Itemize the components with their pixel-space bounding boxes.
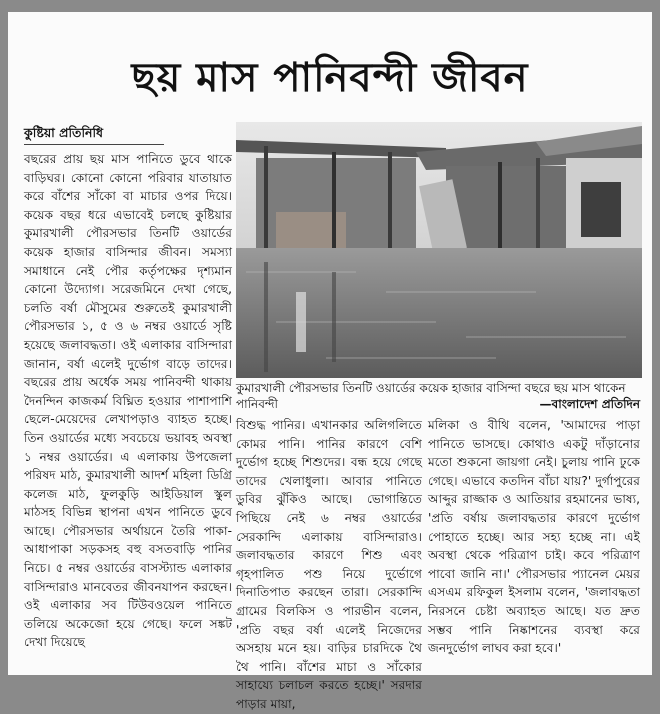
flood-photo-image xyxy=(236,122,642,378)
article-column-2 xyxy=(236,416,422,711)
photo-credit: —বাংলাদেশ প্রতিদিন xyxy=(539,397,640,411)
article-column-1 xyxy=(24,150,232,670)
article-column-3 xyxy=(428,416,640,671)
article-text-col1: বছরের প্রায় ছয় মাস পানিতে ডুবে থাকে বাড়িঘর। কোনো কোনো পরিবার যাতায়াত করে বাঁশের সাঁকো বা মাচার ওপর দিয়ে। কয়েক বছর ধরে এভাবেই চলছে কুষ্টিয়ার কুমারখালী পৌরসভার তিনটি ওয়ার্ডের কয়েক হাজার বাসিন্দার জীবন। সমস্যা সমাধানে নেই পৌর কর্তৃপক্ষের দৃশ্যমান কোনো উদ্যোগ। সরেজমিনে দেখা গেছে, চলতি বর্ষা মৌসুমের শুরুতেই কুমারখালী পৌরসভার ১, ৫ ও ৬ নম্বর ওয়ার্ডে সৃষ্টি হয়েছে জলাবদ্ধতা। ওই এলাকার বাসিন্দারা জানান, বর্ষা এলেই দুর্ভোগ বাড়ে তাদের। বছরের প্রায় অর্ধেক সময় পানিবন্দী থাকায় দৈনন্দিন কাজকর্ম বিঘ্নিত হওয়ার পাশাপাশি ছেলে-মেয়েদের লেখাপড়াও ব্যাহত হচ্ছে। তিন ওয়ার্ডের মধ্যে সবচেয়ে ভয়াবহ অবস্থা ১ নম্বর ওয়ার্ডের। এ এলাকায় উপজেলা পরিষদ মাঠ, কুমারখালী আদর্শ মহিলা ডিগ্রি কলেজ মাঠ, ফুলকুড়ি আইডিয়াল স্কুল মাঠসহ বিভিন্ন স্থাপনা এখন পানিতে ডুবে আছে। পৌরসভার অর্থায়নে তৈরি পাকা-আধাপাকা সড়কসহ বহু বসতবাড়ি পানির নিচে। ৫ নম্বর ওয়ার্ডের বাসস্ট্যান্ড এলাকার বাসিন্দারাও মানবেতর জীবনযাপন করছেন। ওই এলাকার সব টিউবওয়েল পানিতে তলিয়ে অকেজো হয়ে গেছে। ফলে সঙ্কট দেখা দিয়েছে xyxy=(24,152,232,650)
photo-caption xyxy=(236,380,642,412)
article-text-col3: মলিকা ও বীথি বলেন, 'আমাদের পাড়া পানিতে ভাসছে। কোথাও একটু দাঁড়ানোর মতো শুকনো জায়গা নেই। চুলায় পানি ঢুকে গেছে। এভাবে কতদিন বাঁচা যায়?' দুর্গাপুরের আব্দুর রাজ্জাক ও আতিয়ার রহমানের ভাষ্য, 'প্রতি বর্ষায় জলাবদ্ধতার কারণে দুর্ভোগ পোহাতে হচ্ছে। আর সহ্য হচ্ছে না। এই অবস্থা থেকে পরিত্রাণ চাই। কবে পরিত্রাণ পাবো জানি না।' পৌরসভার প্যানেল মেয়র এসএম রফিকুল ইসলাম বলেন, 'জলাবদ্ধতা নিরসনে চেষ্টা অব্যাহত আছে। যত দ্রুত সম্ভব পানি নিষ্কাশনের ব্যবস্থা করে জনদুর্ভোগ লাঘব করা হবে।' xyxy=(428,418,640,656)
photo-caption-text: কুমারখালী পৌরসভার তিনটি ওয়ার্ডের কয়েক হাজার বাসিন্দা বছরে ছয় মাস থাকেন পানিবন্দী xyxy=(236,381,626,411)
newspaper-clipping xyxy=(8,12,652,711)
headline: ছয় মাস পানিবন্দী জীবন xyxy=(131,55,529,101)
flood-photo xyxy=(236,122,642,378)
article-text-col2: বিশুদ্ধ পানির। এখানকার অলিগলিতে কোমর পানি। পানির কারণে বেশি দুর্ভোগ হচ্ছে শিশুদের। বন্ধ হয়ে গেছে তাদের খেলাধুলা। আবার পানিতে ডুবির ঝুঁকিও আছে। ভোগান্তিতে পিছিয়ে নেই ৬ নম্বর ওয়ার্ডের সেরকান্দি এলাকায় বাসিন্দারাও। জলাবদ্ধতার কারণে শিশু এবং গৃহপালিত পশু নিয়ে দুর্ভোগে দিনাতিপাত করছেন তারা। সেরকান্দি গ্রামের বিলকিস ও পারভীন বলেন, 'প্রতি বছর বর্ষা এলেই নিজেদের অসহায় মনে হয়। বাড়ির চারদিকে থৈ থৈ পানি। বাঁশের মাচা ও সাঁকোর সাহায্যে চলাচল করতে হচ্ছে।' সরদার পাড়ার মায়া, xyxy=(236,418,422,711)
byline: কুষ্টিয়া প্রতিনিধি xyxy=(24,124,164,145)
